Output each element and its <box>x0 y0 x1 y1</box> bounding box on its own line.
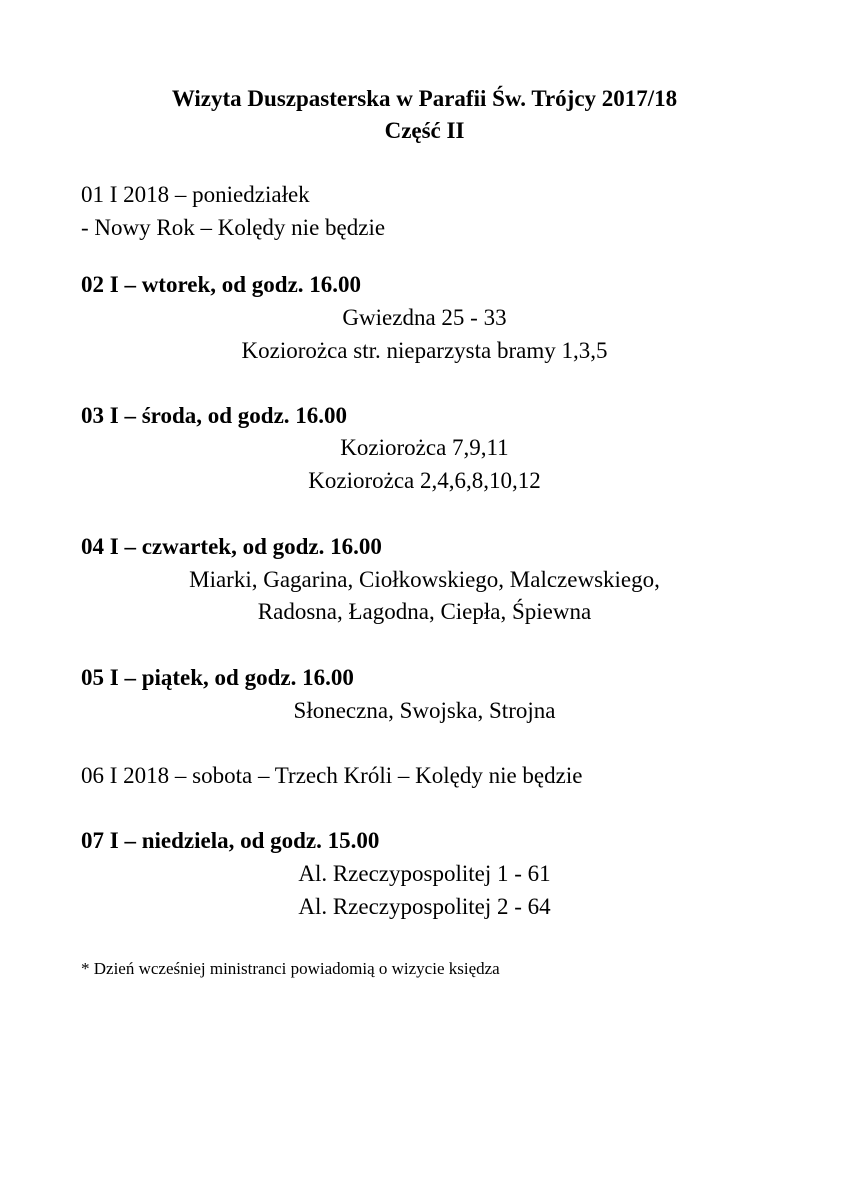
street-line: Miarki, Gagarina, Ciołkowskiego, Malczewskiego, <box>189 567 660 592</box>
day-heading: 02 I – wtorek, od godz. 16.00 <box>81 272 362 297</box>
street-line: Al. Rzeczypospolitej 1 - 61 <box>298 861 551 886</box>
day-heading: 05 I – piątek, od godz. 16.00 <box>81 665 354 690</box>
day-heading: 04 I – czwartek, od godz. 16.00 <box>81 534 382 559</box>
intro-date-line: 01 I 2018 – poniedziałek <box>81 182 310 207</box>
street-line: Koziorożca 7,9,11 <box>340 435 509 460</box>
document-title: Wizyta Duszpasterska w Parafii Św. Trójcy 2017/18 <box>171 86 678 111</box>
street-line: Radosna, Łagodna, Ciepła, Śpiewna <box>257 599 592 624</box>
street-line: Koziorożca 2,4,6,8,10,12 <box>308 468 541 493</box>
footnote: * Dzień wcześniej ministranci powiadomią o wizycie księdza <box>81 959 500 978</box>
intro-note-line: - Nowy Rok – Kolędy nie będzie <box>81 215 386 240</box>
street-line: Koziorożca str. nieparzysta bramy 1,3,5 <box>241 338 608 363</box>
document-subtitle: Część II <box>384 118 465 143</box>
holiday-line: 06 I 2018 – sobota – Trzech Króli – Kolędy nie będzie <box>81 763 583 788</box>
street-line: Gwiezdna 25 - 33 <box>342 305 507 330</box>
street-line: Słoneczna, Swojska, Strojna <box>293 698 556 723</box>
day-heading: 07 I – niedziela, od godz. 15.00 <box>81 828 380 853</box>
day-heading: 03 I – środa, od godz. 16.00 <box>81 403 348 428</box>
street-line: Al. Rzeczypospolitej 2 - 64 <box>298 894 551 919</box>
